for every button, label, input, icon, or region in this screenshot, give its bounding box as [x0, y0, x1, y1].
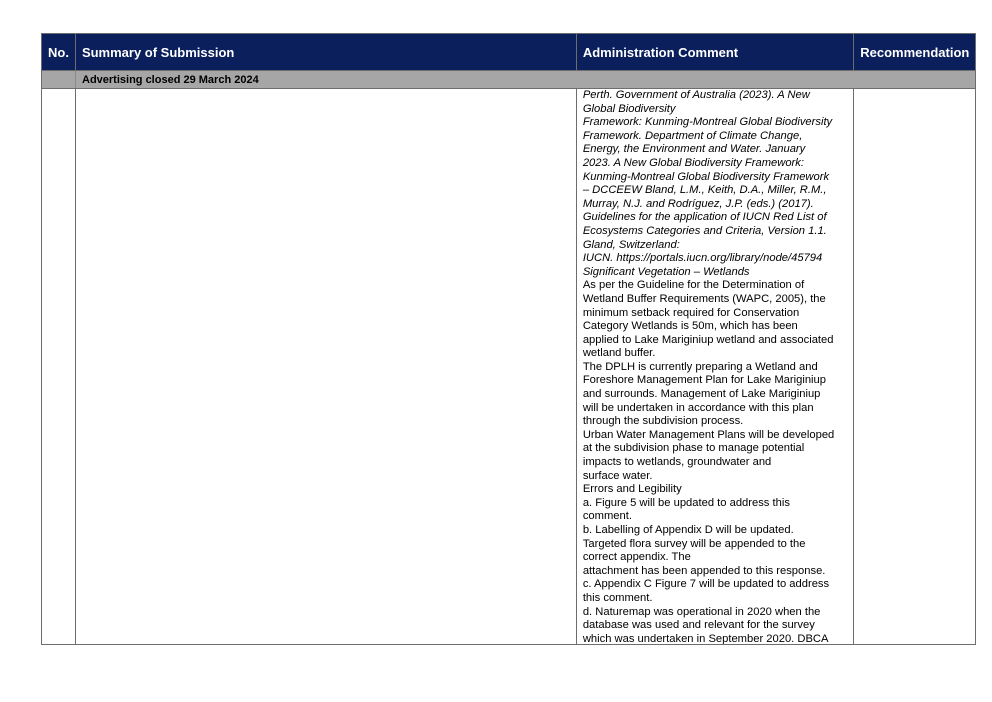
admin-comment-line: Significant Vegetation – Wetlands	[582, 265, 750, 278]
admin-comment-line: minimum setback required for Conservation	[582, 306, 800, 319]
cell-recommendation	[854, 89, 975, 644]
admin-comment-line: Ecosystems Categories and Criteria, Version 1.1.	[582, 224, 827, 237]
admin-comment-line: 2023. A New Global Biodiversity Framework:	[582, 156, 804, 169]
admin-comment-line: As per the Guideline for the Determination of	[582, 279, 805, 292]
section-row	[42, 70, 975, 89]
admin-comment-line: Wetland Buffer Requirements (WAPC, 2005), the	[582, 292, 826, 305]
admin-comment-line: comment.	[582, 510, 632, 523]
admin-comment-line: Guidelines for the application of IUCN Red List of	[582, 211, 827, 224]
admin-comment-line: The DPLH is currently preparing a Wetland and	[582, 360, 818, 373]
admin-comment-line: IUCN. https://portals.iucn.org/library/node/45794	[582, 252, 823, 265]
header-recommendation: Recommendation	[860, 44, 970, 60]
admin-comment-line: and surrounds. Management of Lake Mariginiup	[582, 388, 821, 401]
admin-comment-line: database was used and relevant for the survey	[582, 619, 815, 632]
admin-comment-line: this comment.	[582, 591, 653, 604]
admin-comment-line: Foreshore Management Plan for Lake Mariginiup	[582, 374, 826, 387]
admin-comment-line: Global Biodiversity	[582, 102, 676, 115]
admin-comment-line: which was undertaken in September 2020. DBCA	[582, 632, 829, 644]
admin-comment-line: a. Figure 5 will be updated to address this	[582, 496, 790, 509]
admin-comment-line: applied to Lake Mariginiup wetland and associated	[582, 333, 834, 346]
header-admin-comment: Administration Comment	[577, 34, 854, 70]
cell-summary	[76, 89, 577, 644]
table-row	[42, 89, 975, 644]
cell-admin-comment	[577, 89, 854, 644]
section-label: Advertising closed 29 March 2024	[82, 73, 259, 86]
admin-comment-line: Errors and Legibility	[582, 483, 682, 496]
header-summary: Summary of Submission	[76, 34, 577, 70]
admin-comment-line: Murray, N.J. and Rodríguez, J.P. (eds.) (2017).	[582, 197, 814, 210]
admin-comment-line: Energy, the Environment and Water. January	[582, 143, 806, 156]
cell-no	[42, 89, 76, 644]
admin-comment-line: will be undertaken in accordance with this plan	[582, 401, 814, 414]
table-header-row	[42, 34, 975, 70]
admin-comment-line: surface water.	[582, 469, 653, 482]
admin-comment-line: at the subdivision phase to manage potential	[582, 442, 805, 455]
admin-comment-line: Category Wetlands is 50m, which has been	[582, 320, 798, 333]
admin-comment-line: impacts to wetlands, groundwater and	[582, 456, 772, 469]
admin-comment-line: b. Labelling of Appendix D will be updated.	[582, 524, 794, 536]
admin-comment-line: d. Naturemap was operational in 2020 when the	[582, 605, 821, 618]
admin-comment-line: correct appendix. The	[582, 551, 691, 564]
admin-comment-line: Kunming-Montreal Global Biodiversity Framework	[582, 170, 830, 183]
section-spacer	[42, 71, 76, 88]
admin-comment-line: Framework: Kunming-Montreal Global Biodiversity	[582, 116, 833, 129]
admin-comment-line: Perth. Government of Australia (2023). A New	[582, 89, 810, 101]
admin-comment-line: Targeted flora survey will be appended to the	[582, 537, 806, 550]
admin-comment-line: c. Appendix C Figure 7 will be updated to address	[582, 578, 830, 591]
admin-comment-line: – DCCEEW Bland, L.M., Keith, D.A., Miller, R.M.,	[582, 184, 827, 197]
submissions-table	[41, 33, 976, 645]
admin-comment-line: attachment has been appended to this response.	[582, 564, 826, 577]
admin-comment-line: Gland, Switzerland:	[582, 238, 680, 251]
admin-comment-line: through the subdivision process.	[582, 415, 744, 428]
admin-comment-line: wetland buffer.	[582, 347, 656, 360]
admin-comment-line: Urban Water Management Plans will be developed	[582, 428, 835, 441]
admin-comment-line: Framework. Department of Climate Change,	[582, 129, 803, 142]
header-no: No.	[42, 34, 76, 70]
